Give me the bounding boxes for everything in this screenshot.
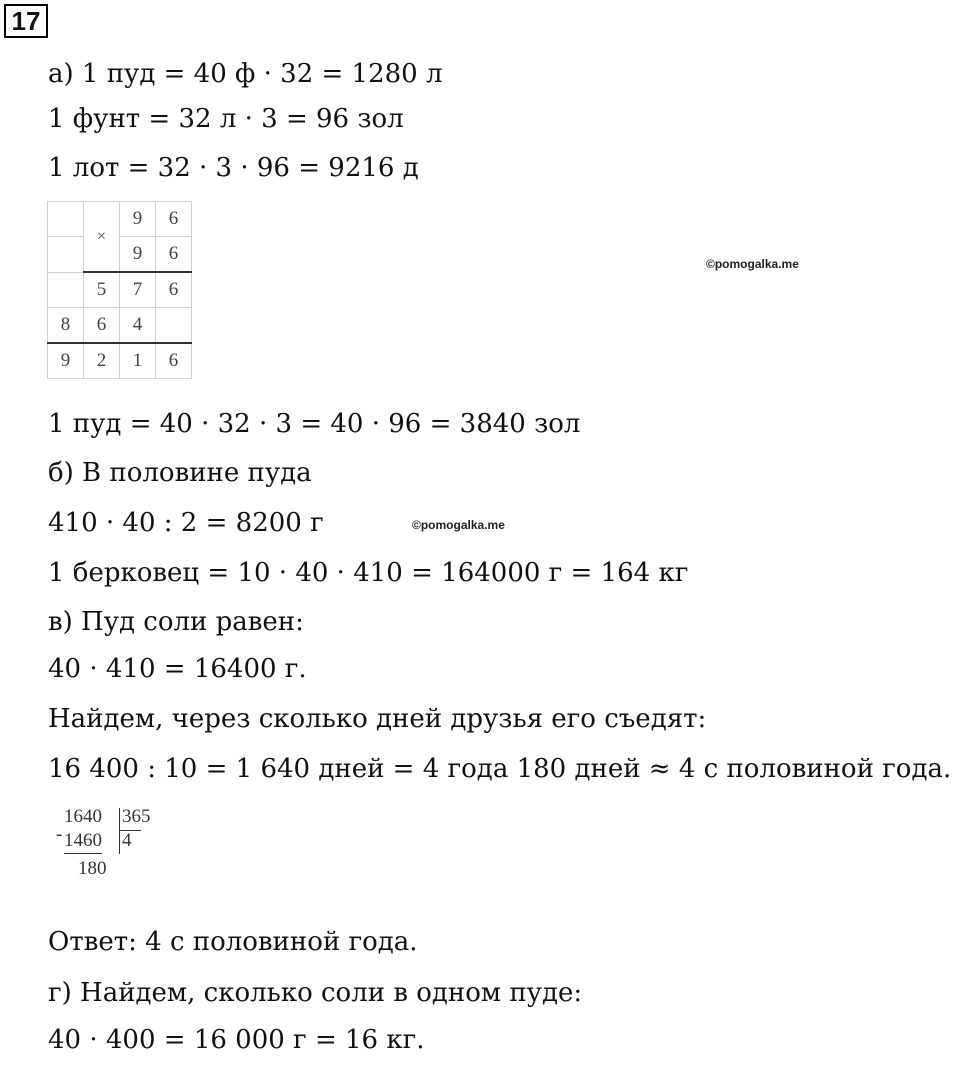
grid-cell xyxy=(48,237,84,273)
grid-cell: 6 xyxy=(156,237,192,273)
division-minus: - xyxy=(56,824,63,845)
watermark: ©pomogalka.me xyxy=(706,257,799,271)
grid-cell xyxy=(48,202,84,237)
line-a3: 1 лот = 32 · 3 · 96 = 9216 д xyxy=(48,153,419,183)
grid-cell: 9 xyxy=(48,343,84,379)
line-b1: б) В половине пуда xyxy=(48,458,312,488)
times-sign: × xyxy=(84,202,120,273)
grid-cell: 2 xyxy=(84,343,120,379)
line-d1: г) Найдем, сколько соли в одном пуде: xyxy=(48,978,583,1008)
grid-cell: 7 xyxy=(120,272,156,308)
line-c2: 40 · 410 = 16400 г. xyxy=(48,654,307,684)
grid-cell: 6 xyxy=(156,272,192,308)
grid-cell: 9 xyxy=(120,202,156,237)
line-c5: Ответ: 4 с половиной года. xyxy=(48,927,418,957)
division-dividend: 1640 xyxy=(64,806,102,827)
multiplication-grid xyxy=(47,201,192,379)
line-c1: в) Пуд соли равен: xyxy=(48,607,304,637)
watermark: ©pomogalka.me xyxy=(412,518,505,532)
grid-cell: 9 xyxy=(120,237,156,273)
line-c4: 16 400 : 10 = 1 640 дней = 4 года 180 дней ≈ 4 с половиной года. xyxy=(48,754,952,784)
task-number: 17 xyxy=(4,4,48,38)
grid-cell: 1 xyxy=(120,343,156,379)
grid-cell: 6 xyxy=(156,343,192,379)
line-a4: 1 пуд = 40 · 32 · 3 = 40 · 96 = 3840 зол xyxy=(48,409,581,439)
grid-cell: 8 xyxy=(48,308,84,344)
division-vertical-rule xyxy=(119,808,120,854)
division-remainder: 180 xyxy=(78,858,107,879)
grid-cell: 4 xyxy=(120,308,156,344)
line-d2: 40 · 400 = 16 000 г = 16 кг. xyxy=(48,1025,425,1055)
division-divisor-rule xyxy=(119,830,141,831)
line-a1: а) 1 пуд = 40 ф · 32 = 1280 л xyxy=(48,59,443,89)
line-c3: Найдем, через сколько дней друзья его съедят: xyxy=(48,704,707,734)
grid-cell: 5 xyxy=(84,272,120,308)
division-quotient: 4 xyxy=(122,830,132,851)
grid-cell xyxy=(48,272,84,308)
line-b3: 1 берковец = 10 · 40 · 410 = 164000 г = 164 кг xyxy=(48,558,689,588)
long-division xyxy=(56,806,176,902)
grid-cell: 6 xyxy=(84,308,120,344)
grid-cell xyxy=(156,308,192,344)
line-b2: 410 · 40 : 2 = 8200 г xyxy=(48,508,324,538)
division-subtrahend: 1460 xyxy=(64,830,102,854)
line-a2: 1 фунт = 32 л · 3 = 96 зол xyxy=(48,104,404,134)
division-divisor: 365 xyxy=(122,806,151,827)
grid-cell: 6 xyxy=(156,202,192,237)
